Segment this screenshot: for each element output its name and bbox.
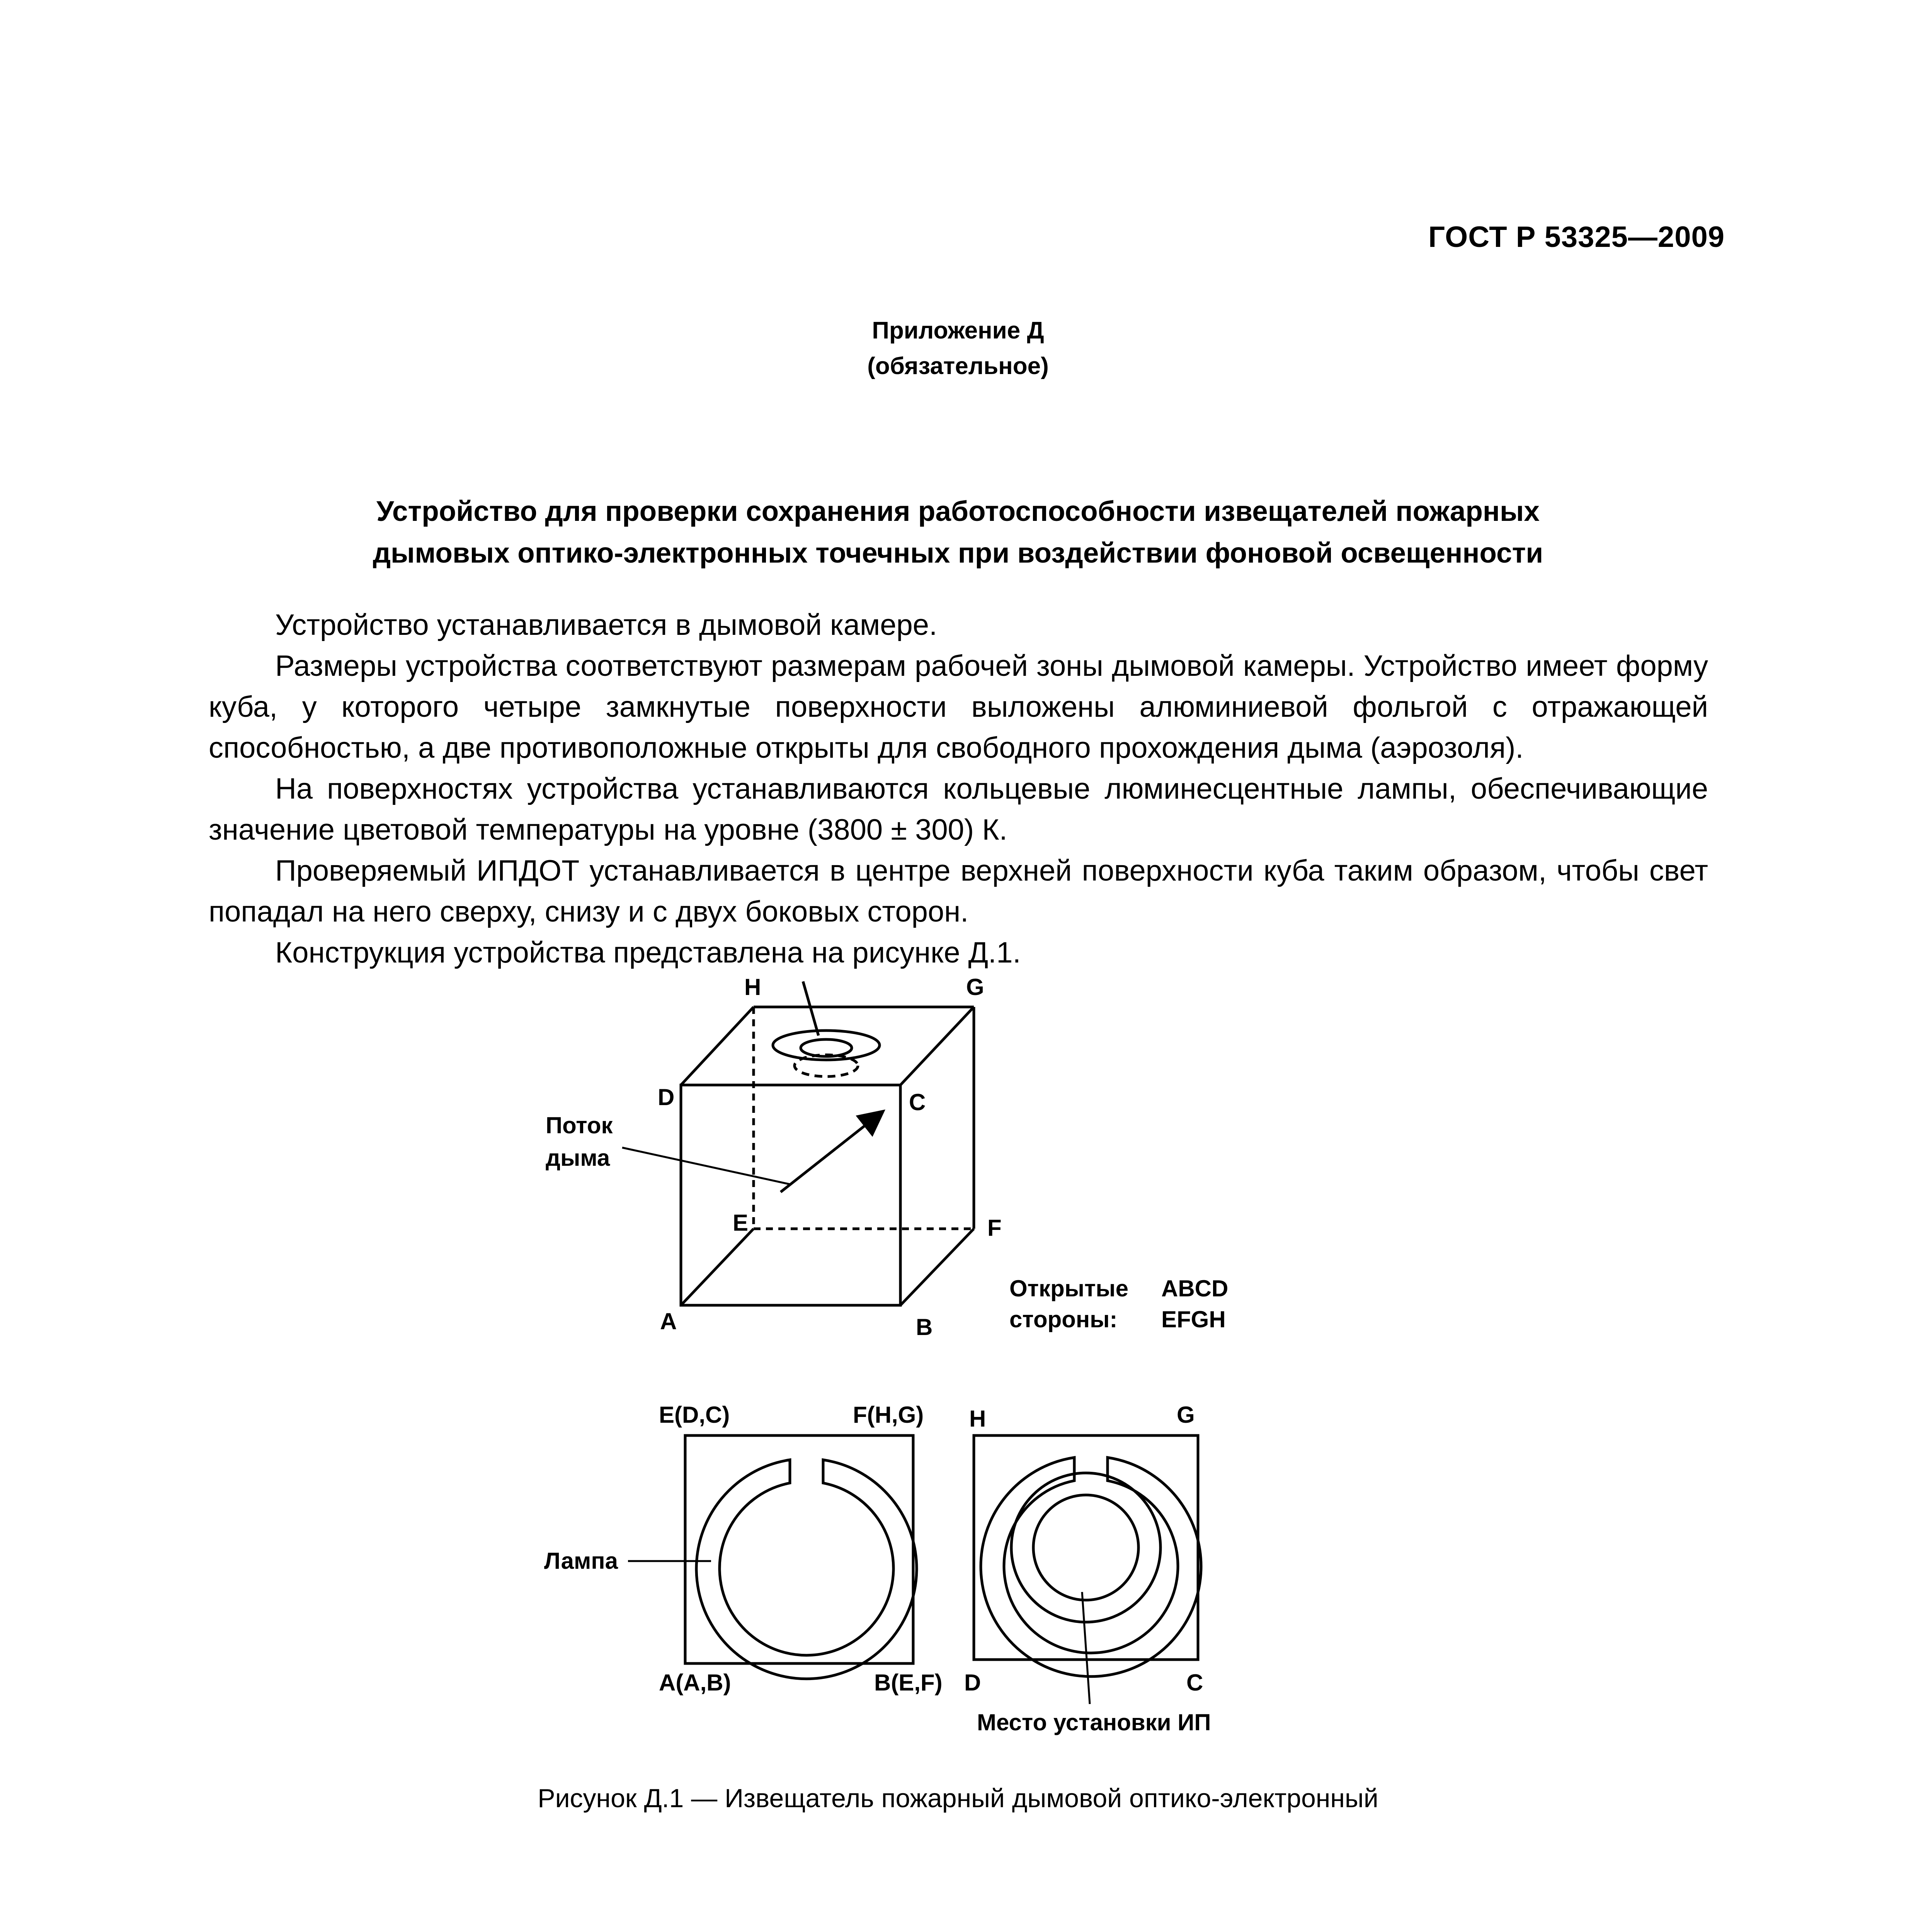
cube-diagram [622, 981, 974, 1305]
open-sides-label: стороны: [1009, 1306, 1118, 1332]
detector-mount-inner [1033, 1495, 1138, 1600]
vertex-label-e: E [733, 1210, 749, 1236]
right-view-diagram [974, 1435, 1201, 1704]
cube-edge [900, 1229, 974, 1305]
section-title-line-1: Устройство для проверки сохранения работоспособности извещателей пожарных [376, 496, 1540, 527]
vertex-label-d: D [658, 1084, 675, 1110]
left-view-diagram [628, 1435, 917, 1679]
section-title [0, 491, 1916, 574]
smoke-flow-arrow [781, 1113, 881, 1192]
paragraph: На поверхностях устройства устанавливаются кольцевые люминесцентные лампы, обеспечивающие значение цветовой температуры на уровне (3800 ± 300) К. [209, 772, 1708, 846]
smoke-flow-label: Поток [546, 1112, 613, 1138]
right-view-bottom-left: D [964, 1670, 981, 1696]
left-view-top-left: E(D,C) [659, 1402, 730, 1428]
vertex-label-c: C [909, 1089, 926, 1115]
lamp-ring [696, 1460, 917, 1679]
left-view-bottom-right: B(E,F) [874, 1670, 943, 1696]
figure-d1 [0, 958, 1916, 1770]
right-view-bottom-right: C [1186, 1670, 1203, 1696]
paragraph: Устройство устанавливается в дымовой камере. [275, 609, 938, 641]
cube-edge [681, 1229, 754, 1305]
open-sides-label: Открытые [1009, 1276, 1128, 1301]
left-view-labels [544, 1402, 943, 1696]
body-text [209, 605, 1708, 973]
vertex-label-a: A [660, 1308, 677, 1334]
section-title-line-2: дымовых оптико-электронных точечных при воздействии фоновой освещенности [373, 537, 1543, 569]
paragraph: Размеры устройства соответствуют размерам рабочей зоны дымовой камеры. Устройство имеет форму куба, у которого четыре замкнутые поверхности выложены алюминиевой фольгой с отражающей способностью, а две противоположные открыты для свободного прохождения дыма (аэрозоля). [209, 650, 1708, 764]
left-view-bottom-left: A(A,B) [659, 1670, 731, 1696]
document-header: ГОСТ Р 53325—2009 [1428, 221, 1725, 253]
vertex-label-h: H [744, 974, 761, 1000]
figure-caption: Рисунок Д.1 — Извещатель пожарный дымовой оптико-электронный [538, 1784, 1378, 1813]
paragraph: Конструкция устройства представлена на рисунке Д.1. [275, 936, 1021, 969]
annex-status: (обязательное) [867, 353, 1049, 379]
left-view-top-right: F(H,G) [853, 1402, 924, 1428]
smoke-flow-leader [622, 1148, 790, 1184]
cube-edge [681, 1007, 754, 1085]
open-sides-value: ABCD [1161, 1276, 1229, 1301]
right-view-top-right: G [1177, 1402, 1195, 1428]
vertex-label-g: G [966, 974, 984, 1000]
annex-title: Приложение Д [872, 317, 1044, 344]
cube-edge [900, 1007, 974, 1085]
right-view-frame [974, 1435, 1198, 1660]
vertex-label-f: F [987, 1215, 1002, 1241]
smoke-flow-label: дыма [546, 1145, 610, 1171]
mount-label: Место установки ИП [977, 1709, 1211, 1735]
lamp-label: Лампа [544, 1548, 618, 1574]
left-view-frame [685, 1435, 913, 1663]
annex-heading [0, 313, 1916, 384]
vertex-label-b: B [916, 1314, 933, 1340]
detector-leader [803, 981, 818, 1036]
right-view-top-left: H [969, 1406, 986, 1432]
open-sides-value: EFGH [1161, 1306, 1226, 1332]
cube-labels [546, 974, 1228, 1340]
paragraph: Проверяемый ИПДОТ устанавливается в центре верхней поверхности куба таким образом, чтобы свет попадал на него сверху, снизу и с двух боковых сторон. [209, 854, 1708, 928]
mount-leader [1082, 1592, 1090, 1704]
